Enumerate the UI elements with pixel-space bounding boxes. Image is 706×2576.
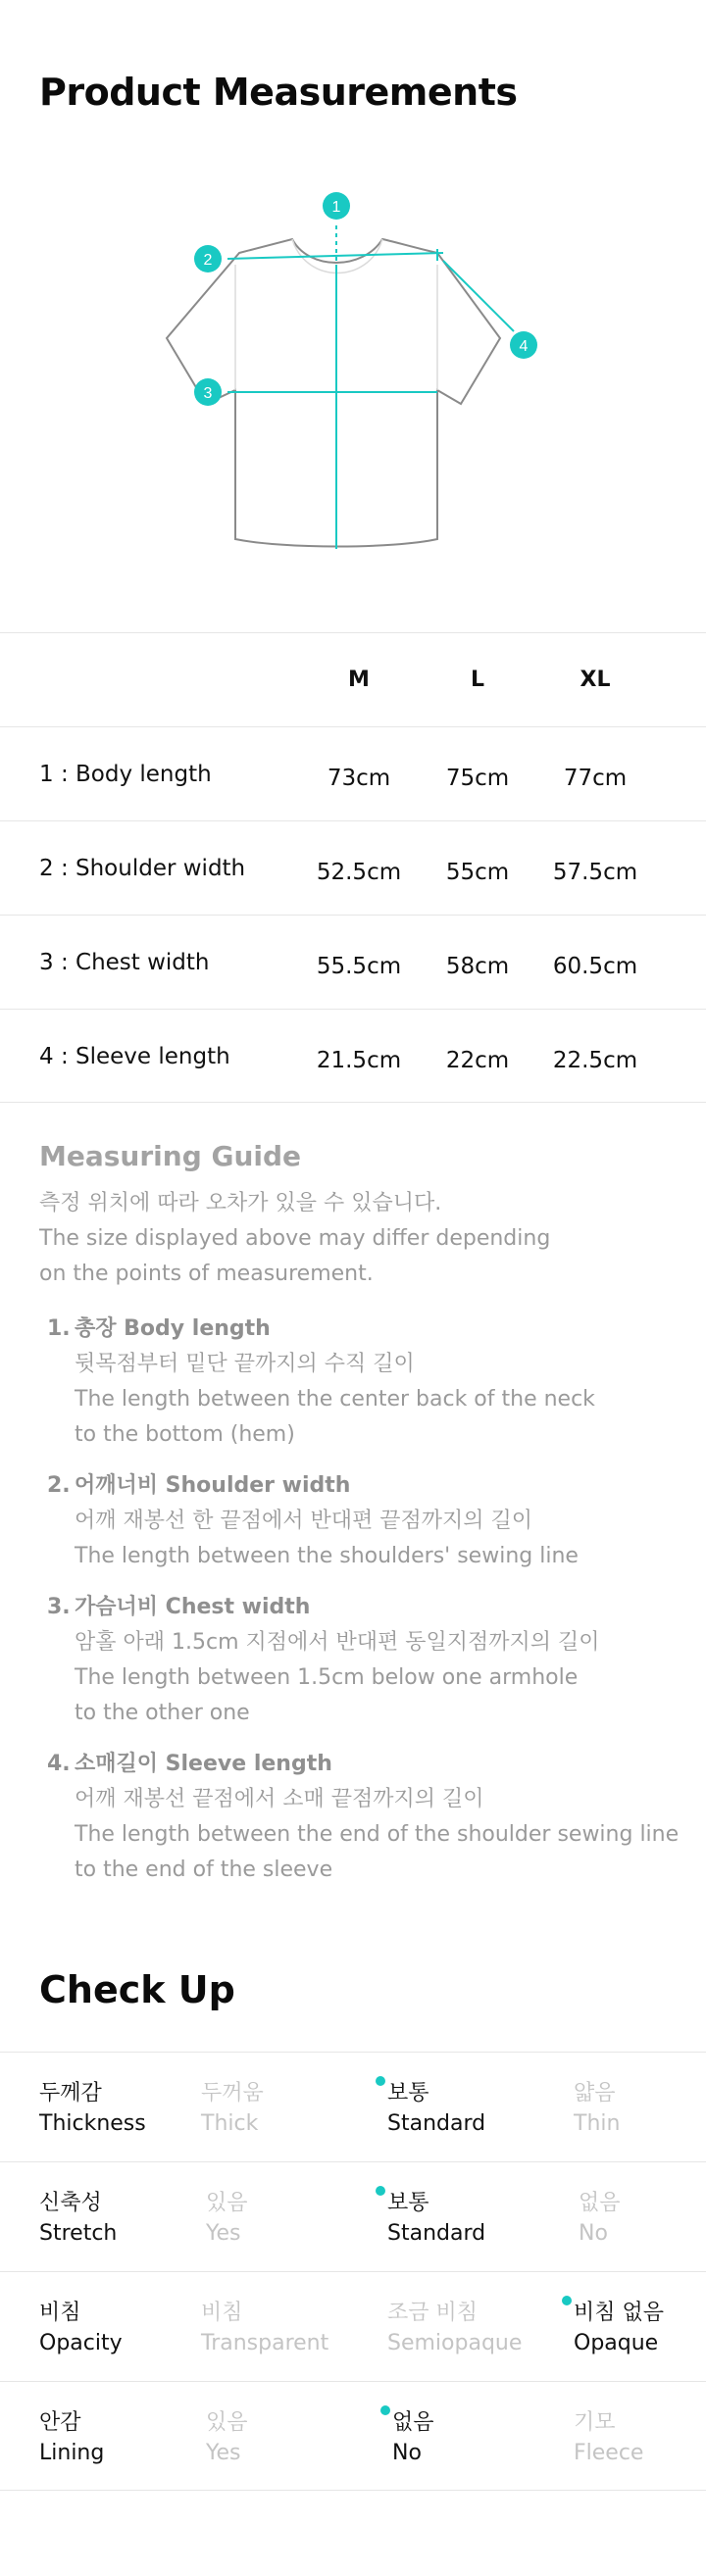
value-m: 52.5cm [316, 860, 402, 885]
marker-4 [510, 331, 537, 359]
selected-dot-icon [562, 2296, 572, 2305]
option-en: Standard [387, 2221, 486, 2246]
guide-item-body-length [39, 1312, 686, 1453]
option-ko: 기모 [574, 2410, 616, 2435]
size-table-header [0, 632, 706, 726]
item-line: 어깨 재봉선 끝점에서 소매 끝점까지의 길이 [75, 1787, 484, 1811]
option-en: Semiopaque [387, 2331, 523, 2355]
option-ko: 조금 비침 [387, 2301, 479, 2325]
item-heading: 어깨너비 Shoulder width [75, 1473, 351, 1498]
item-number: 1. [47, 1316, 71, 1341]
option-ko: 비침 [201, 2301, 243, 2325]
option-en: Thin [574, 2111, 621, 2136]
check-up-title: Check Up [39, 1968, 235, 2011]
row-label: 2 : Shoulder width [39, 856, 246, 881]
option-ko: 보통 [387, 2081, 429, 2105]
size-row-sleeve-length [0, 1009, 706, 1103]
value-m: 55.5cm [316, 954, 402, 979]
option-en: Yes [206, 2221, 241, 2246]
size-header-xl: XL [580, 668, 611, 692]
sleeve-length-line [443, 261, 514, 331]
item-line: to the other one [75, 1701, 250, 1725]
value-xl: 22.5cm [552, 1048, 638, 1073]
guide-title: Measuring Guide [39, 1140, 302, 1172]
check-up-table [0, 2052, 706, 2491]
option-en: No [392, 2441, 422, 2465]
item-line: The length between the shoulders' sewing line [75, 1544, 579, 1568]
size-header-l: L [470, 668, 485, 692]
guide-intro-line: on the points of measurement. [39, 1262, 374, 1286]
item-number: 2. [47, 1473, 71, 1498]
item-line: 뒷목점부터 밑단 끝까지의 수직 길이 [75, 1352, 415, 1376]
option-ko: 없음 [392, 2410, 434, 2435]
category-ko: 신축성 [39, 2191, 102, 2215]
option-en: Opaque [574, 2331, 659, 2355]
value-m: 73cm [327, 766, 391, 791]
check-row-lining [0, 2381, 706, 2491]
row-label: 4 : Sleeve length [39, 1044, 230, 1069]
row-label: 3 : Chest width [39, 950, 210, 975]
svg-text:1: 1 [331, 199, 341, 216]
selected-dot-icon [376, 2076, 385, 2086]
measuring-guide [39, 1140, 686, 1904]
item-number: 4. [47, 1752, 71, 1776]
category-en: Opacity [39, 2331, 123, 2355]
category-ko: 안감 [39, 2410, 81, 2435]
marker-3 [194, 378, 222, 406]
option-en: No [579, 2221, 608, 2246]
row-label: 1 : Body length [39, 762, 212, 787]
option-ko: 보통 [387, 2191, 429, 2215]
guide-item-sleeve-length [39, 1747, 686, 1888]
option-ko: 두꺼움 [201, 2081, 264, 2105]
svg-text:2: 2 [203, 252, 213, 269]
value-xl: 60.5cm [552, 954, 638, 979]
value-xl: 57.5cm [552, 860, 638, 885]
option-en: Standard [387, 2111, 486, 2136]
check-row-thickness [0, 2052, 706, 2161]
check-row-stretch [0, 2161, 706, 2271]
option-ko: 없음 [579, 2191, 621, 2215]
size-header-m: M [348, 668, 370, 692]
value-xl: 77cm [563, 766, 628, 791]
category-ko: 비침 [39, 2301, 81, 2325]
value-m: 21.5cm [316, 1048, 402, 1073]
option-en: Transparent [201, 2331, 329, 2355]
guide-intro-line: 측정 위치에 따라 오차가 있을 수 있습니다. [39, 1191, 442, 1215]
category-en: Lining [39, 2441, 105, 2465]
category-en: Thickness [39, 2111, 146, 2136]
tshirt-measurement-diagram [0, 176, 706, 569]
item-line: 어깨 재봉선 한 끝점에서 반대편 끝점까지의 길이 [75, 1509, 533, 1533]
guide-intro-line: The size displayed above may differ depending [39, 1226, 551, 1251]
marker-2 [194, 245, 222, 272]
item-line: to the end of the sleeve [75, 1858, 333, 1882]
size-row-chest-width [0, 915, 706, 1009]
svg-text:3: 3 [203, 385, 213, 402]
item-line: The length between the end of the shoulder sewing line [75, 1822, 680, 1847]
category-en: Stretch [39, 2221, 118, 2246]
option-ko: 있음 [206, 2410, 248, 2435]
guide-item-shoulder-width [39, 1468, 686, 1574]
check-row-opacity [0, 2271, 706, 2381]
guide-item-chest-width [39, 1590, 686, 1731]
option-ko: 비침 없음 [574, 2301, 665, 2325]
item-line: to the bottom (hem) [75, 1422, 295, 1447]
option-ko: 있음 [206, 2191, 248, 2215]
option-en: Fleece [574, 2441, 644, 2465]
item-heading: 소매길이 Sleeve length [75, 1752, 332, 1776]
item-heading: 총장 Body length [75, 1316, 271, 1341]
size-row-body-length [0, 726, 706, 820]
svg-text:4: 4 [519, 338, 529, 355]
value-l: 75cm [445, 766, 510, 791]
category-ko: 두께감 [39, 2081, 102, 2105]
marker-1 [323, 192, 350, 220]
value-l: 55cm [445, 860, 510, 885]
size-row-shoulder-width [0, 820, 706, 915]
option-ko: 얇음 [574, 2081, 616, 2105]
selected-dot-icon [376, 2186, 385, 2196]
item-line: 암홀 아래 1.5cm 지점에서 반대편 동일지점까지의 길이 [75, 1630, 600, 1655]
option-en: Yes [206, 2441, 241, 2465]
value-l: 58cm [445, 954, 510, 979]
selected-dot-icon [380, 2405, 390, 2415]
item-heading: 가슴너비 Chest width [75, 1595, 311, 1619]
item-line: The length between the center back of the neck [75, 1387, 595, 1412]
option-en: Thick [201, 2111, 259, 2136]
item-line: The length between 1.5cm below one armhole [75, 1665, 579, 1690]
page-title: Product Measurements [39, 71, 518, 114]
value-l: 22cm [445, 1048, 510, 1073]
item-number: 3. [47, 1595, 71, 1619]
size-table [0, 632, 706, 1103]
